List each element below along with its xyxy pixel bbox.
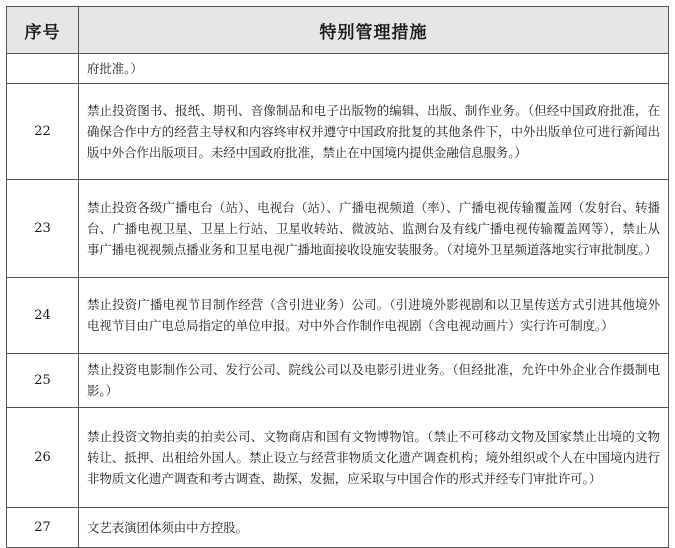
- row-measure-text: 禁止投资图书、报纸、期刊、音像制品和电子出版物的编辑、出版、制作业务。（但经中国政府批准，在确保合作中方的经营主导权和内容终审权并遵守中国政府批复的其他条件下，中外出版单位可进行新闻出版中外合作出版项目。未经中国政府批准，禁止在中国境内提供金融信息服务。）: [79, 84, 669, 180]
- row-measure-text: 文艺表演团体须由中方控股。: [79, 508, 669, 548]
- table-row: [7, 54, 669, 84]
- row-number: 26: [7, 408, 79, 508]
- table-row: [7, 508, 669, 548]
- table-body: [7, 54, 669, 548]
- row-number: 24: [7, 278, 79, 354]
- row-measure-text: 禁止投资各级广播电台（站）、电视台（站）、广播电视频道（率）、广播电视传输覆盖网（发射台、转播台、广播电视卫星、卫星上行站、卫星收转站、微波站、监测台及有线广播电视传输覆盖网等），禁止从事广播电视视频点播业务和卫星电视广播地面接收设施安装服务。（对境外卫星频道落地实行审批制度。）: [79, 180, 669, 278]
- row-number: 25: [7, 354, 79, 408]
- table-row: [7, 408, 669, 508]
- row-number: 27: [7, 508, 79, 548]
- row-measure-text: 府批准。）: [79, 54, 669, 84]
- measures-table-container: [6, 6, 668, 548]
- row-measure-text: 禁止投资广播电视节目制作经营（含引进业务）公司。（引进境外影视剧和以卫星传送方式引进其他境外电视节目由广电总局指定的单位申报。对中外合作制作电视剧（含电视动画片）实行许可制度。）: [79, 278, 669, 354]
- header-row: [7, 7, 669, 54]
- row-number: [7, 54, 79, 84]
- row-number: 22: [7, 84, 79, 180]
- header-number: 序号: [7, 7, 79, 54]
- table-row: [7, 84, 669, 180]
- table-header: [7, 7, 669, 54]
- row-measure-text: 禁止投资电影制作公司、发行公司、院线公司以及电影引进业务。（但经批准，允许中外企业合作摄制电影。）: [79, 354, 669, 408]
- table-row: [7, 278, 669, 354]
- table-row: [7, 354, 669, 408]
- table-row: [7, 180, 669, 278]
- header-measures: 特别管理措施: [79, 7, 669, 54]
- row-number: 23: [7, 180, 79, 278]
- special-measures-table: [6, 6, 669, 548]
- row-measure-text: 禁止投资文物拍卖的拍卖公司、文物商店和国有文物博物馆。（禁止不可移动文物及国家禁止出境的文物转让、抵押、出租给外国人。禁止设立与经营非物质文化遗产调查机构；境外组织或个人在中国境内进行非物质文化遗产调查和考古调查、勘探、发掘，应采取与中国合作的形式并经专门审批许可。）: [79, 408, 669, 508]
